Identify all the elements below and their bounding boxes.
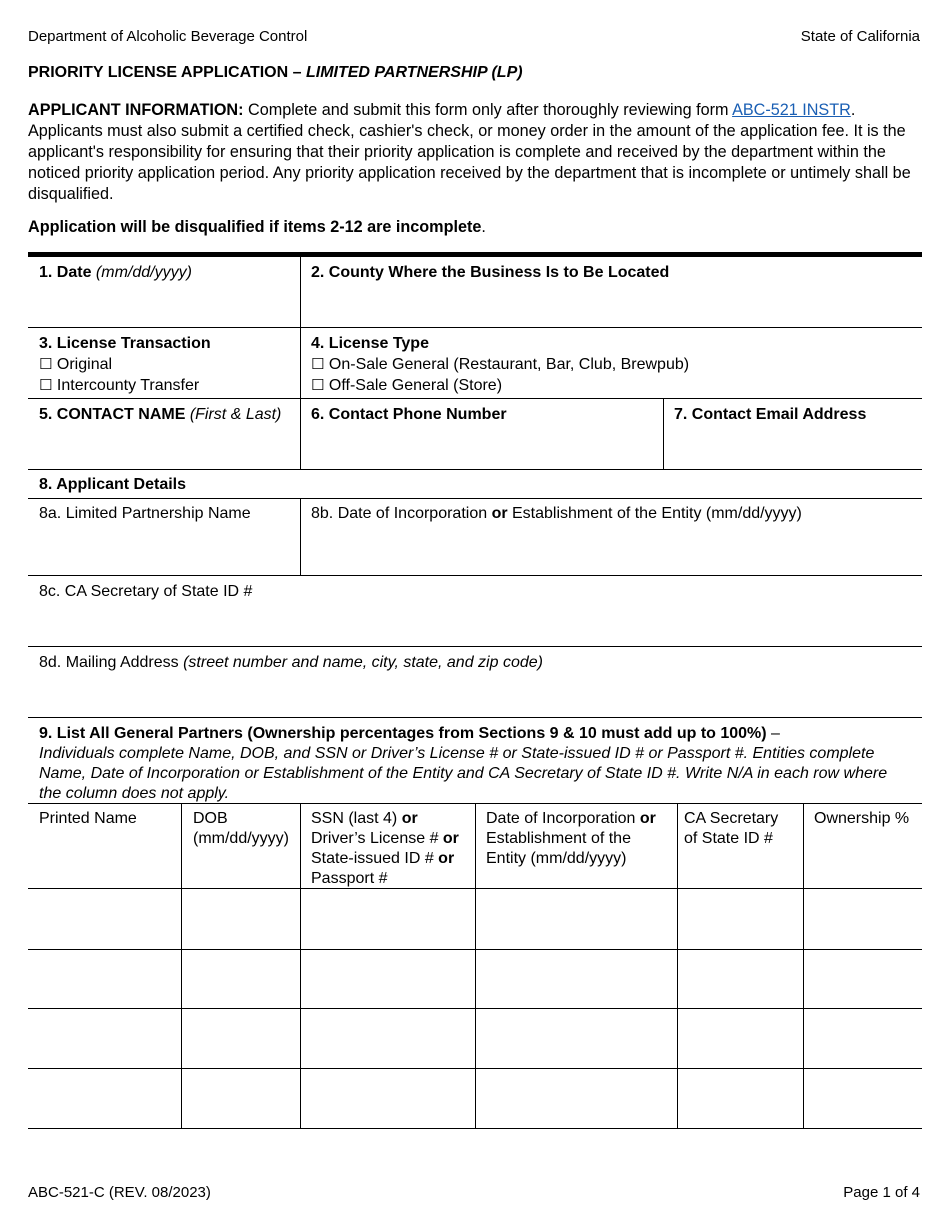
field-county[interactable]: 2. County Where the Business Is to Be Located [311,264,670,281]
table-row[interactable] [28,1069,922,1128]
form-id: ABC-521-C (REV. 08/2023) [28,1184,211,1201]
table-row[interactable] [28,889,922,949]
field-contact-email[interactable]: 7. Contact Email Address [674,406,867,423]
field-contact-phone[interactable]: 6. Contact Phone Number [311,406,507,423]
table-row[interactable] [28,1009,922,1068]
field-license-type: 4. License Type ☐ On-Sale General (Restaurant, Bar, Club, Brewpub) ☐ Off-Sale General (Store) [311,335,690,394]
section-applicant-details: 8. Applicant Details [39,476,186,493]
field-date[interactable]: 1. Date (mm/dd/yyyy) [39,264,192,281]
field-incorporation-date[interactable]: 8b. Date of Incorporation or Establishment of the Entity (mm/dd/yyyy) [311,505,802,522]
checkbox-on-sale-general[interactable]: ☐ On-Sale General (Restaurant, Bar, Club, Brewpub) [311,355,690,373]
page-number: Page 1 of 4 [843,1184,920,1201]
field-sos-id[interactable]: 8c. CA Secretary of State ID # [39,583,253,600]
field-license-transaction: 3. License Transaction ☐ Original ☐ Intercounty Transfer [39,335,211,394]
table-row[interactable] [28,950,922,1008]
abc-521-instr-link[interactable]: ABC-521 INSTR [732,101,851,119]
checkbox-original[interactable]: ☐ Original [39,355,113,373]
field-mailing-address[interactable]: 8d. Mailing Address (street number and name, city, state, and zip code) [39,654,543,671]
col-sos-id: CA Secretary of State ID # [684,810,779,847]
disqualify-notice: Application will be disqualified if items 2-12 are incomplete. [28,218,486,236]
page-title: PRIORITY LICENSE APPLICATION – LIMITED PARTNERSHIP (LP) [28,64,523,81]
checkbox-off-sale-general[interactable]: ☐ Off-Sale General (Store) [311,376,503,394]
col-ownership: Ownership % [814,810,910,827]
field-contact-name[interactable]: 5. CONTACT NAME (First & Last) [39,406,282,423]
department-name: Department of Alcoholic Beverage Control [28,28,308,45]
field-lp-name[interactable]: 8a. Limited Partnership Name [39,505,251,522]
checkbox-intercounty-transfer[interactable]: ☐ Intercounty Transfer [39,376,200,394]
col-printed-name: Printed Name [39,810,137,827]
col-incorporation-date: Date of Incorporation or Establishment of the Entity (mm/dd/yyyy) [486,810,656,867]
col-ssn: SSN (last 4) or Driver’s License # or State-issued ID # or Passport # [311,810,459,887]
col-dob: DOB (mm/dd/yyyy) [193,810,289,847]
state-name: State of California [800,28,920,45]
applicant-information: APPLICANT INFORMATION: Complete and submit this form only after thoroughly reviewing form ABC-521 INSTR. Applicants must also submit a certified check, cashier's check, or money order in the amount of the application fee. It is the applicant's responsibility for ensuring that their priority application is complete and received by the department within the noticed priority application period. Any priority application received by the department that is incomplete or untimely shall be disqualified. [28,101,911,203]
section-general-partners: 9. List All General Partners (Ownership percentages from Sections 9 & 10 must add up to 100%) – Individuals complete Name, DOB, and SSN or Driver’s License # or State-issued ID # or Passport #. Entities complete Name, Date of Incorporation or Establishment of the Entity and CA Secretary of State ID #. Write N/A in each row where the column does not apply. [39,725,888,802]
